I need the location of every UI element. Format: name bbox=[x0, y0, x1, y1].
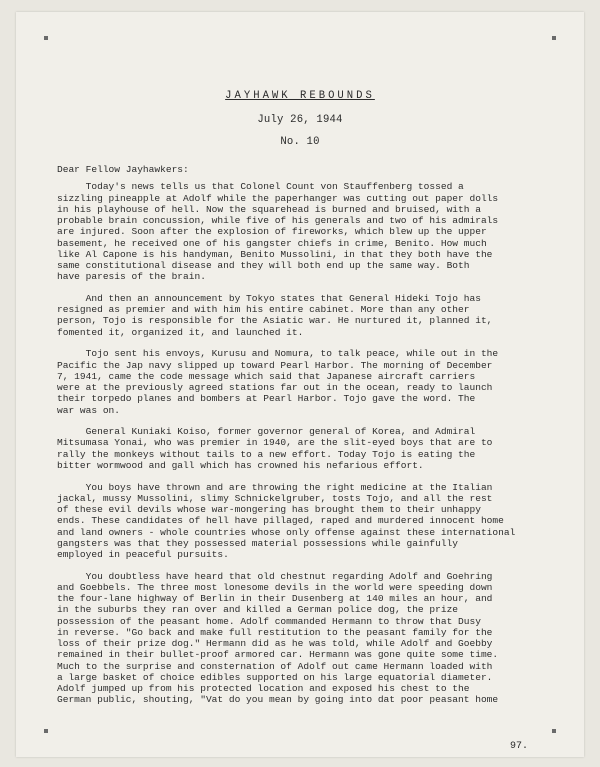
text-line: of these evil devils whose war-mongering has brought them to their unhappy bbox=[57, 504, 481, 516]
text-line: like Al Capone is his handyman, Benito Mussolini, in that they both have the bbox=[57, 248, 493, 260]
text-line: in the suburbs they ran over and killed a German police dog, the prize bbox=[57, 604, 459, 616]
text-line: resigned as premier and with him his entire cabinet. More than any other bbox=[57, 304, 470, 316]
text-line: ends. These candidates of hell have pillaged, raped and murdered innocent home bbox=[57, 515, 504, 527]
text-line: in reverse. "Go back and make full restitution to the peasant family for the bbox=[57, 626, 493, 638]
text-line: probable brain concussion, while five of his generals and two of his admirals bbox=[57, 215, 499, 226]
paragraphs bbox=[57, 181, 577, 705]
text-line: in his playhouse of hell. Now the squarehead is burned and bruised, with a bbox=[57, 203, 481, 215]
text-line: And then an announcement by Tokyo states that General Hideki Tojo has bbox=[57, 292, 481, 304]
text-line: sizzling pineapple at Adolf while the paperhanger was cutting out paper dolls bbox=[57, 192, 499, 204]
paragraph bbox=[57, 348, 577, 416]
paragraph bbox=[57, 181, 577, 282]
text-line: General Kuniaki Koiso, former governor general of Korea, and Admiral bbox=[57, 426, 476, 438]
text-line: Much to the surprise and consternation of Adolf out came Hermann loaded with bbox=[57, 660, 493, 672]
text-line: Adolf jumped up from his protected location and exposed his chest to the bbox=[57, 683, 470, 695]
text-line: fomented it, organized it, and launched it. bbox=[57, 326, 304, 338]
text-line: a large basket of choice edibles supported on his large equatorial diameter. bbox=[57, 671, 493, 683]
text-line: and Goebbels. The three most lonesome devils in the world were speeding down bbox=[57, 581, 493, 593]
text-line: same constitutional disease and they will both end up the same way. Both bbox=[57, 260, 470, 271]
salutation: Dear Fellow Jayhawkers: bbox=[57, 164, 189, 175]
issue-number: No. 10 bbox=[280, 136, 320, 148]
text-line: have paresis of the brain. bbox=[57, 271, 206, 283]
text-line: Tojo sent his envoys, Kurusu and Nomura, to talk peace, while out in the bbox=[57, 348, 499, 360]
page-number: 97. bbox=[510, 741, 529, 752]
paragraph bbox=[57, 426, 577, 471]
corner-mark-top-right bbox=[552, 36, 556, 40]
text-line: Pacific the Jap navy slipped up toward Pearl Harbor. The morning of December bbox=[57, 359, 493, 371]
text-line: and land owners - whole countries whose only offense against these international bbox=[57, 526, 516, 538]
text-line: rally the monkeys without tails to a new effort. Today Tojo is eating the bbox=[57, 448, 476, 460]
text-line: basement, he received one of his gangster chiefs in crime, Benito. How much bbox=[57, 237, 487, 249]
text-line: person, Tojo is responsible for the Asiatic war. He nurtured it, planned it, bbox=[57, 315, 493, 327]
text-line: are injured. Soon after the explosion of fireworks, which blew up the upper bbox=[57, 226, 487, 238]
text-line: You doubtless have heard that old chestnut regarding Adolf and Goehring bbox=[57, 570, 493, 582]
text-line: were at the previously agreed stations far out in the ocean, ready to launch bbox=[57, 382, 493, 394]
paragraph bbox=[57, 482, 577, 561]
text-line: loss of their prize dog." Hermann did as he was told, while Adolf and Goebby bbox=[57, 638, 493, 650]
paragraph bbox=[57, 571, 577, 706]
letter-date: July 26, 1944 bbox=[257, 114, 343, 126]
text-line: jackal, mussy Mussolini, slimy Schnickelgruber, tosts Tojo, and all the rest bbox=[57, 492, 493, 504]
page-title: JAYHAWK REBOUNDS bbox=[225, 90, 375, 102]
corner-mark-bottom-left bbox=[44, 729, 48, 733]
text-line: the four-lane highway of Berlin in their Dusenberg at 140 miles an hour, and bbox=[57, 593, 493, 605]
text-line: war was on. bbox=[57, 404, 121, 416]
text-line: their torpedo planes and bombers at Pearl Harbor. Tojo gave the word. The bbox=[57, 393, 476, 405]
corner-mark-top-left bbox=[44, 36, 48, 40]
text-line: gangsters was that they possessed material possessions while gainfully bbox=[57, 537, 459, 549]
corner-mark-bottom-right bbox=[552, 729, 556, 733]
letter-body bbox=[57, 164, 577, 716]
text-line: possession of the peasant home. Adolf commanded Hermann to throw that Dusy bbox=[57, 615, 481, 627]
text-line: Mitsumasa Yonai, who was premier in 1940, are the slit-eyed boys that are to bbox=[57, 437, 493, 449]
text-line: German public, shouting, "Vat do you mean by going into dat poor peasant home bbox=[57, 694, 499, 706]
text-line: You boys have thrown and are throwing the right medicine at the Italian bbox=[57, 481, 493, 493]
text-line: bitter wormwood and gall which has crowned his nefarious effort. bbox=[57, 459, 424, 471]
text-line: remained in their bullet-proof armored car. Hermann was gone quite some time. bbox=[57, 649, 499, 661]
text-line: employed in peaceful pursuits. bbox=[57, 549, 229, 561]
text-line: Today's news tells us that Colonel Count von Stauffenberg tossed a bbox=[57, 181, 464, 193]
text-line: 7, 1941, came the code message which said that Japanese aircraft carriers bbox=[57, 370, 476, 382]
paragraph bbox=[57, 293, 577, 338]
